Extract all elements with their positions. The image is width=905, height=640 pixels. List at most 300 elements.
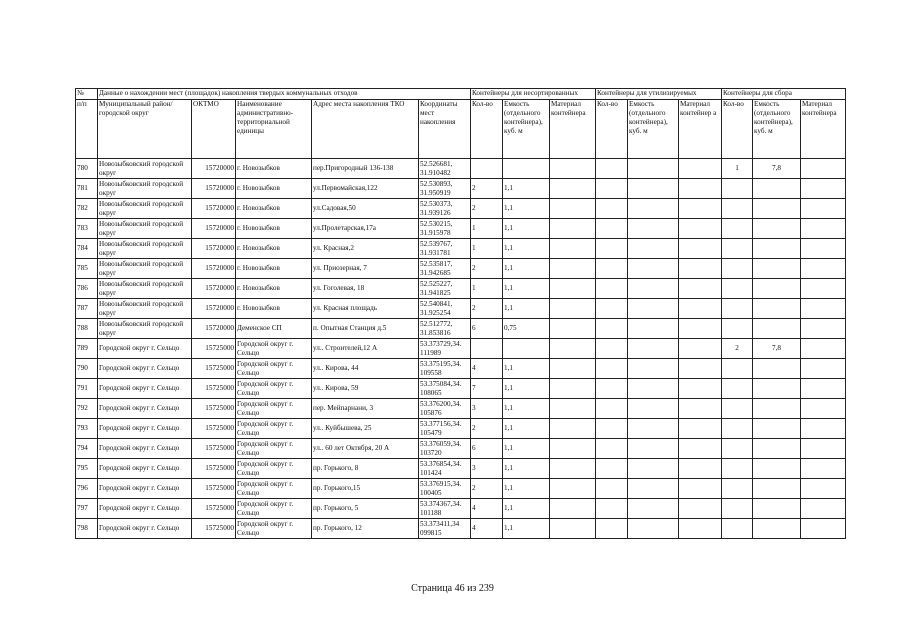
recycled-capacity-cell <box>628 359 679 379</box>
header-count-recycled: Кол-во <box>596 100 628 159</box>
address-cell: пр. Горького,15 <box>312 479 419 499</box>
table-row <box>76 419 846 439</box>
collection-capacity-cell <box>753 219 801 239</box>
collection-capacity-cell <box>753 239 801 259</box>
coords-cell: 52.512772, 31.853816 <box>419 319 471 339</box>
unsorted-count-cell: 1 <box>471 239 503 259</box>
recycled-count-cell <box>596 259 628 279</box>
unsorted-capacity-cell: 1,1 <box>503 179 550 199</box>
coords-cell: 53.376915,34. 100405 <box>419 479 471 499</box>
recycled-material-cell <box>679 219 722 239</box>
recycled-capacity-cell <box>628 439 679 459</box>
unit-cell: г. Новозыбков <box>236 259 312 279</box>
unsorted-count-cell: 2 <box>471 259 503 279</box>
recycled-material-cell <box>679 439 722 459</box>
unsorted-material-cell <box>550 419 596 439</box>
row-number: 797 <box>76 499 98 519</box>
address-cell: пр. Горького, 12 <box>312 519 419 539</box>
collection-material-cell <box>801 359 846 379</box>
coords-cell: 52.525227, 31.941825 <box>419 279 471 299</box>
coords-cell: 52.530215, 31.915978 <box>419 219 471 239</box>
recycled-capacity-cell <box>628 379 679 399</box>
row-number: 782 <box>76 199 98 219</box>
unsorted-material-cell <box>550 219 596 239</box>
header-capacity-recycled: Емкость (отдельного контейнера), куб. м <box>628 100 679 159</box>
recycled-capacity-cell <box>628 179 679 199</box>
header-group-collection: Контейнеры для сбора <box>722 89 846 100</box>
recycled-count-cell <box>596 399 628 419</box>
row-number: 784 <box>76 239 98 259</box>
address-cell: ул.Первомайская,122 <box>312 179 419 199</box>
collection-count-cell <box>722 499 753 519</box>
unit-cell: г. Новозыбков <box>236 179 312 199</box>
table-row <box>76 239 846 259</box>
collection-material-cell <box>801 399 846 419</box>
address-cell: ул.. Куйбышева, 25 <box>312 419 419 439</box>
unsorted-count-cell: 2 <box>471 419 503 439</box>
oktmo-cell: 15720000 <box>192 179 236 199</box>
collection-capacity-cell <box>753 299 801 319</box>
coords-cell: 53.373411,34 099815 <box>419 519 471 539</box>
coords-cell: 52.539767, 31.931781 <box>419 239 471 259</box>
recycled-material-cell <box>679 259 722 279</box>
row-number: 783 <box>76 219 98 239</box>
address-cell: пр. Горького, 8 <box>312 459 419 479</box>
table-row <box>76 399 846 419</box>
collection-material-cell <box>801 459 846 479</box>
collection-count-cell <box>722 439 753 459</box>
unsorted-count-cell: 4 <box>471 519 503 539</box>
unit-cell: Городской округ г. Сельцо <box>236 399 312 419</box>
collection-material-cell <box>801 479 846 499</box>
table-row <box>76 459 846 479</box>
header-municipality: Муниципальный район/городской округ <box>98 100 192 159</box>
oktmo-cell: 15725000 <box>192 379 236 399</box>
oktmo-cell: 15725000 <box>192 399 236 419</box>
coords-cell: 53.375195,34. 109558 <box>419 359 471 379</box>
municipality-cell: Новозыбковский городской округ <box>98 219 192 239</box>
collection-material-cell <box>801 419 846 439</box>
unsorted-count-cell: 2 <box>471 299 503 319</box>
unsorted-capacity-cell: 1,1 <box>503 399 550 419</box>
collection-capacity-cell <box>753 259 801 279</box>
recycled-count-cell <box>596 499 628 519</box>
municipality-cell: Городской округ г. Сельцо <box>98 379 192 399</box>
recycled-capacity-cell <box>628 499 679 519</box>
unsorted-capacity-cell: 1,1 <box>503 439 550 459</box>
unsorted-capacity-cell <box>503 339 550 359</box>
table-row <box>76 479 846 499</box>
coords-cell: 52.535817, 31.942685 <box>419 259 471 279</box>
collection-material-cell <box>801 319 846 339</box>
municipality-cell: Новозыбковский городской округ <box>98 279 192 299</box>
unsorted-material-cell <box>550 519 596 539</box>
recycled-count-cell <box>596 319 628 339</box>
address-cell: ул.Садовая,50 <box>312 199 419 219</box>
row-number: 788 <box>76 319 98 339</box>
unsorted-capacity-cell: 1,1 <box>503 259 550 279</box>
unsorted-material-cell <box>550 459 596 479</box>
collection-capacity-cell <box>753 439 801 459</box>
header-group-location: Данные о нахождении мест (площадок) накопления твердых коммунальных отходов <box>98 89 471 100</box>
municipality-cell: Городской округ г. Сельцо <box>98 499 192 519</box>
unsorted-capacity-cell: 1,1 <box>503 459 550 479</box>
recycled-material-cell <box>679 519 722 539</box>
recycled-capacity-cell <box>628 259 679 279</box>
header-unit: Наименование административно-территориальной единицы <box>236 100 312 159</box>
municipality-cell: Новозыбковский городской округ <box>98 179 192 199</box>
address-cell: пер.Пригородный 136-138 <box>312 159 419 179</box>
oktmo-cell: 15720000 <box>192 259 236 279</box>
unsorted-count-cell: 2 <box>471 179 503 199</box>
collection-count-cell <box>722 219 753 239</box>
municipality-cell: Новозыбковский городской округ <box>98 319 192 339</box>
unsorted-count-cell <box>471 339 503 359</box>
address-cell: пер. Мейпарнани, 3 <box>312 399 419 419</box>
unsorted-material-cell <box>550 299 596 319</box>
unsorted-material-cell <box>550 379 596 399</box>
unit-cell: Городской округ г. Сельцо <box>236 499 312 519</box>
recycled-count-cell <box>596 179 628 199</box>
row-number: 792 <box>76 399 98 419</box>
recycled-material-cell <box>679 379 722 399</box>
recycled-count-cell <box>596 439 628 459</box>
recycled-material-cell <box>679 499 722 519</box>
recycled-capacity-cell <box>628 479 679 499</box>
collection-material-cell <box>801 519 846 539</box>
unsorted-material-cell <box>550 319 596 339</box>
table-row <box>76 299 846 319</box>
coords-cell: 53.377156,34. 105479 <box>419 419 471 439</box>
municipality-cell: Новозыбковский городской округ <box>98 159 192 179</box>
row-number: 795 <box>76 459 98 479</box>
unit-cell: Городской округ г. Сельцо <box>236 459 312 479</box>
table-row <box>76 379 846 399</box>
coords-cell: 52.540841, 31.925254 <box>419 299 471 319</box>
recycled-material-cell <box>679 299 722 319</box>
coords-cell: 53.373729,34. 111989 <box>419 339 471 359</box>
recycled-count-cell <box>596 459 628 479</box>
row-number: 798 <box>76 519 98 539</box>
address-cell: ул.Пролетарская,17а <box>312 219 419 239</box>
address-cell: пр. Горького, 5 <box>312 499 419 519</box>
unsorted-capacity-cell: 1,1 <box>503 239 550 259</box>
recycled-material-cell <box>679 179 722 199</box>
oktmo-cell: 15725000 <box>192 339 236 359</box>
recycled-capacity-cell <box>628 519 679 539</box>
collection-material-cell <box>801 439 846 459</box>
address-cell: ул.. Кирова, 59 <box>312 379 419 399</box>
address-cell: ул. Гоголевая, 18 <box>312 279 419 299</box>
header-capacity-unsorted: Емкость (отдельного контейнера), куб. м <box>503 100 550 159</box>
oktmo-cell: 15720000 <box>192 319 236 339</box>
table-row <box>76 519 846 539</box>
table-row <box>76 259 846 279</box>
collection-material-cell <box>801 339 846 359</box>
unsorted-capacity-cell: 0,75 <box>503 319 550 339</box>
address-cell: ул. Красная площадь <box>312 299 419 319</box>
municipality-cell: Новозыбковский городской округ <box>98 239 192 259</box>
collection-capacity-cell <box>753 279 801 299</box>
unsorted-count-cell: 3 <box>471 399 503 419</box>
oktmo-cell: 15725000 <box>192 459 236 479</box>
coords-cell: 53.375084,34. 108065 <box>419 379 471 399</box>
header-material-recycled: Материал контейнер а <box>679 100 722 159</box>
unit-cell: Городской округ г. Сельцо <box>236 359 312 379</box>
header-no: № <box>76 89 98 100</box>
collection-count-cell <box>722 459 753 479</box>
oktmo-cell: 15720000 <box>192 159 236 179</box>
header-material-unsorted: Материал контейнера <box>550 100 596 159</box>
collection-material-cell <box>801 219 846 239</box>
unsorted-material-cell <box>550 259 596 279</box>
unsorted-capacity-cell: 1,1 <box>503 519 550 539</box>
unsorted-capacity-cell <box>503 159 550 179</box>
oktmo-cell: 15720000 <box>192 299 236 319</box>
collection-capacity-cell <box>753 519 801 539</box>
oktmo-cell: 15720000 <box>192 219 236 239</box>
header-pp: п/п <box>76 100 98 159</box>
recycled-material-cell <box>679 339 722 359</box>
oktmo-cell: 15725000 <box>192 439 236 459</box>
header-count-collection: Кол-во <box>722 100 753 159</box>
recycled-capacity-cell <box>628 339 679 359</box>
collection-capacity-cell <box>753 199 801 219</box>
unsorted-capacity-cell: 1,1 <box>503 359 550 379</box>
collection-count-cell <box>722 259 753 279</box>
oktmo-cell: 15725000 <box>192 499 236 519</box>
unsorted-capacity-cell: 1,1 <box>503 279 550 299</box>
collection-material-cell <box>801 159 846 179</box>
unit-cell: г. Новозыбков <box>236 159 312 179</box>
collection-material-cell <box>801 299 846 319</box>
unsorted-material-cell <box>550 159 596 179</box>
unsorted-count-cell: 6 <box>471 439 503 459</box>
recycled-material-cell <box>679 479 722 499</box>
oktmo-cell: 15720000 <box>192 239 236 259</box>
address-cell: ул.. Кирова, 44 <box>312 359 419 379</box>
row-number: 780 <box>76 159 98 179</box>
row-number: 790 <box>76 359 98 379</box>
recycled-capacity-cell <box>628 159 679 179</box>
unit-cell: Городской округ г. Сельцо <box>236 479 312 499</box>
recycled-count-cell <box>596 479 628 499</box>
address-cell: ул.. 60 лет Октября, 20 А <box>312 439 419 459</box>
page-counter: Страница 46 из 239 <box>411 583 494 594</box>
municipality-cell: Новозыбковский городской округ <box>98 259 192 279</box>
header-columns-row <box>76 100 846 159</box>
recycled-capacity-cell <box>628 299 679 319</box>
unit-cell: Городской округ г. Сельцо <box>236 439 312 459</box>
unit-cell: Деменское СП <box>236 319 312 339</box>
municipality-cell: Городской округ г. Сельцо <box>98 339 192 359</box>
recycled-material-cell <box>679 279 722 299</box>
collection-count-cell <box>722 479 753 499</box>
recycled-count-cell <box>596 159 628 179</box>
row-number: 794 <box>76 439 98 459</box>
unsorted-count-cell <box>471 159 503 179</box>
municipality-cell: Городской округ г. Сельцо <box>98 439 192 459</box>
recycled-count-cell <box>596 339 628 359</box>
coords-cell: 52.526681, 31.910482 <box>419 159 471 179</box>
municipality-cell: Городской округ г. Сельцо <box>98 359 192 379</box>
recycled-count-cell <box>596 239 628 259</box>
row-number: 791 <box>76 379 98 399</box>
recycled-capacity-cell <box>628 319 679 339</box>
recycled-count-cell <box>596 279 628 299</box>
recycled-capacity-cell <box>628 419 679 439</box>
unit-cell: г. Новозыбков <box>236 239 312 259</box>
collection-capacity-cell: 7,8 <box>753 339 801 359</box>
recycled-count-cell <box>596 219 628 239</box>
header-group-recycled: Контейнеры для утилизируемых <box>596 89 722 100</box>
table-row <box>76 279 846 299</box>
collection-capacity-cell <box>753 499 801 519</box>
recycled-material-cell <box>679 459 722 479</box>
municipality-cell: Городской округ г. Сельцо <box>98 399 192 419</box>
row-number: 781 <box>76 179 98 199</box>
unit-cell: Городской округ г. Сельцо <box>236 379 312 399</box>
row-number: 796 <box>76 479 98 499</box>
collection-count-cell <box>722 319 753 339</box>
collection-material-cell <box>801 279 846 299</box>
unsorted-count-cell: 4 <box>471 499 503 519</box>
unsorted-material-cell <box>550 179 596 199</box>
unsorted-count-cell: 7 <box>471 379 503 399</box>
collection-count-cell <box>722 279 753 299</box>
table-row <box>76 439 846 459</box>
collection-count-cell <box>722 359 753 379</box>
collection-capacity-cell <box>753 379 801 399</box>
header-material-collection: Материал контейнера <box>801 100 846 159</box>
unsorted-material-cell <box>550 499 596 519</box>
unsorted-material-cell <box>550 279 596 299</box>
recycled-count-cell <box>596 299 628 319</box>
collection-count-cell <box>722 399 753 419</box>
address-cell: п. Опытная Станция д.5 <box>312 319 419 339</box>
unsorted-capacity-cell: 1,1 <box>503 499 550 519</box>
registry-table <box>75 88 846 539</box>
recycled-capacity-cell <box>628 279 679 299</box>
table-row <box>76 159 846 179</box>
collection-capacity-cell <box>753 479 801 499</box>
unsorted-capacity-cell: 1,1 <box>503 219 550 239</box>
unit-cell: Городской округ г. Сельцо <box>236 419 312 439</box>
collection-capacity-cell <box>753 319 801 339</box>
oktmo-cell: 15725000 <box>192 359 236 379</box>
recycled-capacity-cell <box>628 199 679 219</box>
unsorted-material-cell <box>550 359 596 379</box>
oktmo-cell: 15720000 <box>192 279 236 299</box>
coords-cell: 52.530373, 31.939126 <box>419 199 471 219</box>
unit-cell: г. Новозыбков <box>236 199 312 219</box>
unit-cell: г. Новозыбков <box>236 299 312 319</box>
unit-cell: Городской округ г. Сельцо <box>236 339 312 359</box>
collection-capacity-cell: 7,8 <box>753 159 801 179</box>
oktmo-cell: 15725000 <box>192 519 236 539</box>
row-number: 787 <box>76 299 98 319</box>
unsorted-count-cell: 6 <box>471 319 503 339</box>
unsorted-material-cell <box>550 439 596 459</box>
coords-cell: 53.374367,34. 101188 <box>419 499 471 519</box>
header-count-unsorted: Кол-во <box>471 100 503 159</box>
table-row <box>76 339 846 359</box>
recycled-capacity-cell <box>628 399 679 419</box>
unsorted-material-cell <box>550 339 596 359</box>
collection-count-cell <box>722 419 753 439</box>
collection-material-cell <box>801 379 846 399</box>
unsorted-count-cell: 4 <box>471 359 503 379</box>
address-cell: ул.. Строителей,12 А <box>312 339 419 359</box>
unsorted-count-cell: 2 <box>471 479 503 499</box>
recycled-count-cell <box>596 379 628 399</box>
row-number: 793 <box>76 419 98 439</box>
collection-material-cell <box>801 259 846 279</box>
coords-cell: 53.376854,34. 101424 <box>419 459 471 479</box>
table-row <box>76 219 846 239</box>
collection-capacity-cell <box>753 359 801 379</box>
unsorted-count-cell: 2 <box>471 199 503 219</box>
unsorted-capacity-cell: 1,1 <box>503 419 550 439</box>
recycled-material-cell <box>679 159 722 179</box>
collection-count-cell <box>722 179 753 199</box>
unsorted-count-cell: 1 <box>471 219 503 239</box>
recycled-count-cell <box>596 359 628 379</box>
recycled-count-cell <box>596 199 628 219</box>
unsorted-capacity-cell: 1,1 <box>503 199 550 219</box>
municipality-cell: Городской округ г. Сельцо <box>98 419 192 439</box>
recycled-material-cell <box>679 399 722 419</box>
recycled-material-cell <box>679 239 722 259</box>
unsorted-material-cell <box>550 399 596 419</box>
header-coords: Координаты мест накопления <box>419 100 471 159</box>
header-group-row <box>76 89 846 100</box>
unsorted-count-cell: 1 <box>471 279 503 299</box>
header-oktmo: ОКТМО <box>192 100 236 159</box>
recycled-count-cell <box>596 519 628 539</box>
collection-material-cell <box>801 179 846 199</box>
municipality-cell: Новозыбковский городской округ <box>98 299 192 319</box>
recycled-capacity-cell <box>628 459 679 479</box>
table-row <box>76 199 846 219</box>
municipality-cell: Городской округ г. Сельцо <box>98 459 192 479</box>
oktmo-cell: 15725000 <box>192 419 236 439</box>
row-number: 785 <box>76 259 98 279</box>
collection-capacity-cell <box>753 419 801 439</box>
row-number: 789 <box>76 339 98 359</box>
collection-material-cell <box>801 499 846 519</box>
header-address: Адрес места накопления ТКО <box>312 100 419 159</box>
collection-material-cell <box>801 199 846 219</box>
unit-cell: г. Новозыбков <box>236 219 312 239</box>
collection-capacity-cell <box>753 179 801 199</box>
table-row <box>76 359 846 379</box>
recycled-material-cell <box>679 199 722 219</box>
unsorted-material-cell <box>550 239 596 259</box>
table-row <box>76 319 846 339</box>
collection-count-cell <box>722 519 753 539</box>
address-cell: ул. Красная,2 <box>312 239 419 259</box>
municipality-cell: Новозыбковский городской округ <box>98 199 192 219</box>
collection-material-cell <box>801 239 846 259</box>
unsorted-capacity-cell: 1,1 <box>503 379 550 399</box>
oktmo-cell: 15720000 <box>192 199 236 219</box>
table-row <box>76 179 846 199</box>
oktmo-cell: 15725000 <box>192 479 236 499</box>
municipality-cell: Городской округ г. Сельцо <box>98 519 192 539</box>
unit-cell: Городской округ г. Сельцо <box>236 519 312 539</box>
unsorted-capacity-cell: 1,1 <box>503 479 550 499</box>
